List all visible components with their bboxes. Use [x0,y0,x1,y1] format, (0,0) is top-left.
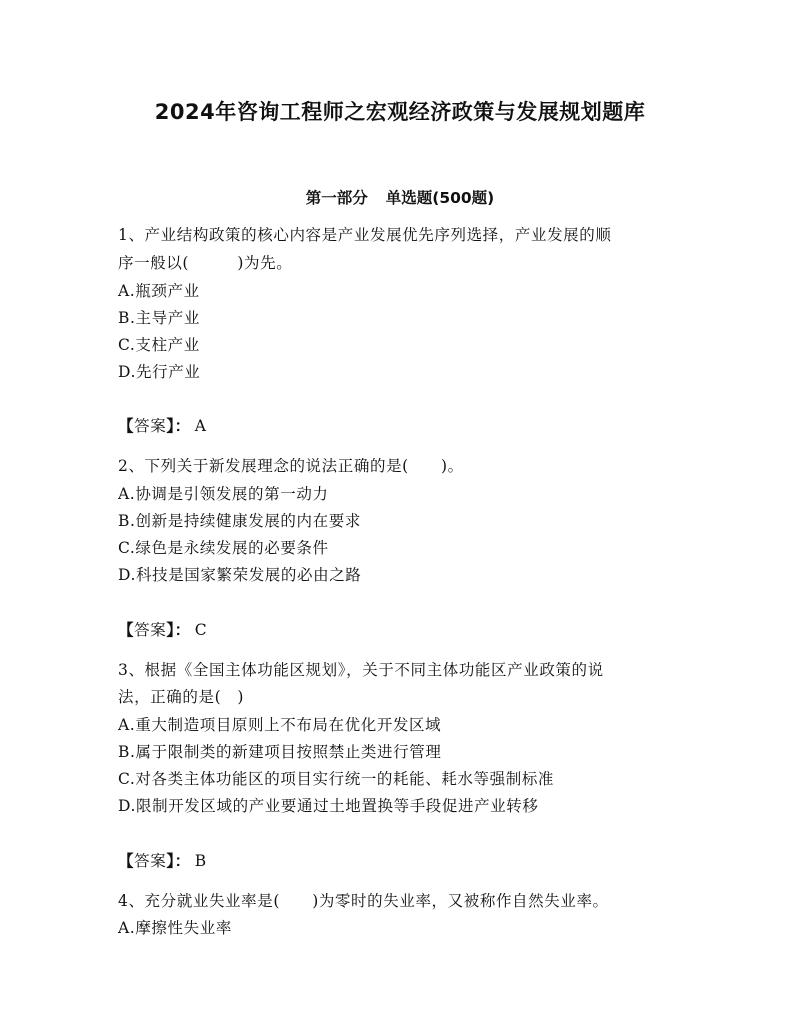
question-2-option-b: B.创新是持续健康发展的内在要求 [118,512,361,530]
answer-close-bracket: 】： [166,852,191,870]
question-3-stem-line-2: 法，正确的是( ) [118,688,244,706]
answer-open-bracket: 【 [118,621,135,639]
question-1-stem-line-2: 序一般以( )为先。 [118,254,293,272]
answer-value: C [194,621,208,639]
question-1-stem-line-1: 1、产业结构政策的核心内容是产业发展优先序列选择，产业发展的顺 [118,226,612,244]
question-1-option-b: B.主导产业 [118,309,200,327]
answer-label: 答案 [134,621,167,639]
question-3-answer [118,851,207,871]
answer-label: 答案 [134,852,167,870]
question-1-option-c: C.支柱产业 [118,336,200,354]
question-3-option-b: B.属于限制类的新建项目按照禁止类进行管理 [118,743,442,761]
question-4-option-a: A.摩擦性失业率 [118,919,232,937]
answer-value: A [194,417,207,435]
answer-close-bracket: 】： [166,621,191,639]
question-3-option-a: A.重大制造项目原则上不布局在优化开发区域 [118,716,442,734]
answer-open-bracket: 【 [118,852,135,870]
question-3-stem-line-1: 3、根据《全国主体功能区规划》，关于不同主体功能区产业政策的说 [118,661,604,679]
answer-open-bracket: 【 [118,417,135,435]
question-2-option-d: D.科技是国家繁荣发展的必由之路 [118,566,362,584]
question-1-option-a: A.瓶颈产业 [118,282,200,300]
answer-label: 答案 [134,417,167,435]
question-2-answer [118,620,207,640]
question-3-option-c: C.对各类主体功能区的项目实行统一的耗能、耗水等强制标准 [118,770,555,788]
answer-close-bracket: 】： [166,417,191,435]
question-3-option-d: D.限制开发区域的产业要通过土地置换等手段促进产业转移 [118,797,539,815]
section-part: 第一部分 [305,189,368,207]
answer-value: B [194,852,207,870]
question-2-stem-line-1: 2、下列关于新发展理念的说法正确的是( )。 [118,457,464,475]
section-name: 单选题(500题) [385,189,495,207]
question-4-stem-line-1: 4、充分就业失业率是( )为零时的失业率，又被称作自然失业率。 [118,892,609,910]
section-heading [0,186,800,208]
question-2-option-a: A.协调是引领发展的第一动力 [118,485,329,503]
question-1-option-d: D.先行产业 [118,363,201,381]
question-2-option-c: C.绿色是永续发展的必要条件 [118,539,329,557]
document-title: 2024年咨询工程师之宏观经济政策与发展规划题库 [154,100,646,124]
question-1-answer [118,416,207,436]
